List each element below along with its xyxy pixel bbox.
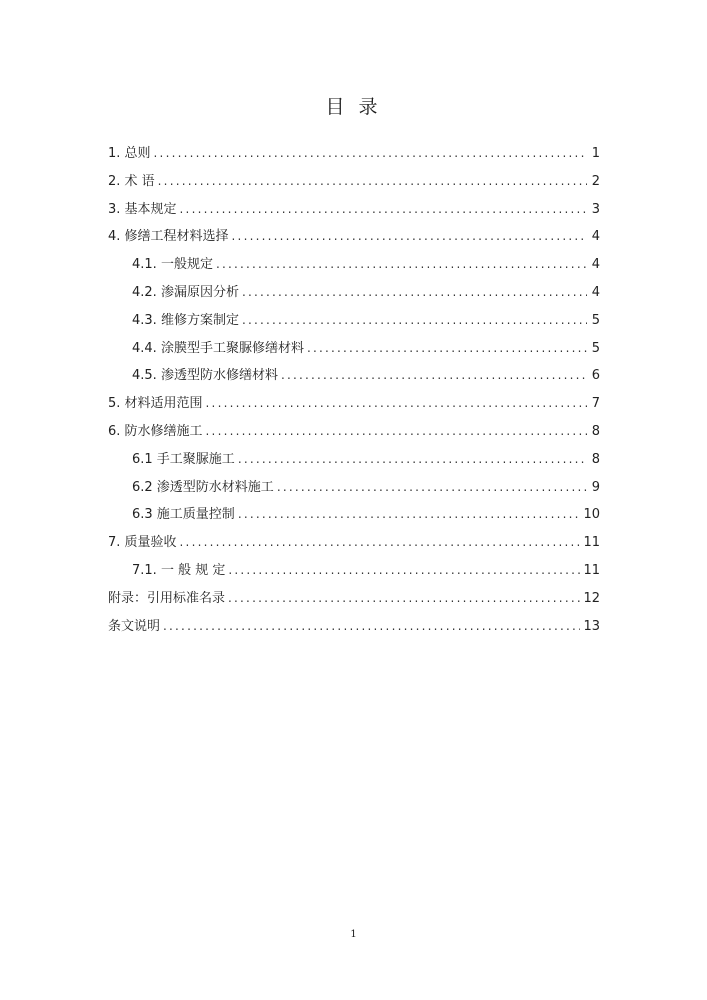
- toc-entry-page: 3: [591, 201, 600, 217]
- toc-dot-leader: [277, 480, 587, 494]
- toc-entry-label: 6. 防水修缮施工: [108, 423, 203, 439]
- toc-entry-page: 12: [583, 590, 600, 606]
- toc-dot-leader: [281, 368, 587, 382]
- toc-entry[interactable]: [108, 392, 600, 420]
- page-title: 目 录: [325, 96, 382, 118]
- toc-entry[interactable]: [108, 253, 600, 281]
- toc-entry-label: 7. 质量验收: [108, 535, 177, 551]
- toc-dot-leader: [232, 229, 587, 243]
- toc-dot-leader: [206, 396, 587, 410]
- toc-entry[interactable]: [108, 309, 600, 337]
- toc-entry-page: 11: [583, 562, 600, 578]
- toc-dot-leader: [180, 202, 587, 216]
- toc-entry[interactable]: [108, 281, 600, 309]
- toc-entry[interactable]: [108, 420, 600, 448]
- toc-entry-label: 4.1. 一般规定: [132, 257, 213, 273]
- toc-entry[interactable]: [108, 170, 600, 198]
- toc-dot-leader: [228, 563, 580, 577]
- toc-entry-page: 5: [591, 340, 600, 356]
- toc-entry-page: 5: [591, 312, 600, 328]
- toc-entry-label: 1. 总则: [108, 146, 151, 161]
- toc-entry-page: 11: [583, 535, 600, 551]
- page-number: 1: [350, 929, 357, 940]
- table-of-contents: [108, 142, 600, 642]
- toc-entry-page: 4: [591, 284, 600, 300]
- toc-entry-label: 4.2. 渗漏原因分析: [132, 284, 239, 300]
- toc-dot-leader: [158, 174, 587, 188]
- toc-entry-label: 6.3 施工质量控制: [132, 507, 235, 523]
- toc-dot-leader: [238, 452, 587, 466]
- toc-entry[interactable]: [108, 337, 600, 365]
- toc-entry[interactable]: [108, 587, 600, 615]
- toc-dot-leader: [206, 424, 587, 438]
- toc-entry[interactable]: [108, 503, 600, 531]
- toc-entry-page: 13: [583, 618, 600, 634]
- toc-entry-label: 附录：引用标准名录: [108, 590, 226, 606]
- toc-entry-label: 条文说明: [108, 618, 161, 634]
- toc-entry[interactable]: [108, 559, 600, 587]
- toc-dot-leader: [242, 285, 587, 299]
- toc-entry-page: 4: [591, 229, 600, 245]
- toc-entry-page: 6: [591, 368, 600, 384]
- toc-dot-leader: [307, 341, 587, 355]
- toc-dot-leader: [180, 535, 581, 549]
- toc-entry-label: 4. 修缮工程材料选择: [108, 229, 229, 245]
- toc-entry-label: 5. 材料适用范围: [108, 396, 203, 412]
- toc-entry-label: 4.5. 渗透型防水修缮材料: [132, 368, 278, 384]
- toc-entry-label: 3. 基本规定: [108, 201, 177, 217]
- toc-entry-label: 4.3. 维修方案制定: [132, 312, 239, 328]
- toc-entry-label: 2. 术 语: [108, 173, 155, 189]
- toc-dot-leader: [242, 313, 587, 327]
- toc-entry-page: 1: [591, 146, 600, 161]
- toc-entry-page: 2: [591, 173, 600, 189]
- toc-dot-leader: [228, 591, 580, 605]
- toc-entry[interactable]: [108, 448, 600, 476]
- toc-entry-label: 7.1. 一 般 规 定: [132, 562, 226, 578]
- toc-entry-page: 7: [591, 396, 600, 412]
- toc-dot-leader: [216, 257, 587, 271]
- toc-dot-leader: [163, 619, 580, 633]
- toc-entry[interactable]: [108, 364, 600, 392]
- toc-entry[interactable]: [108, 142, 600, 170]
- toc-entry[interactable]: [108, 198, 600, 226]
- toc-entry-page: 9: [591, 479, 600, 495]
- toc-dot-leader: [238, 507, 581, 521]
- toc-entry-label: 6.2 渗透型防水材料施工: [132, 479, 274, 495]
- toc-entry-label: 4.4. 涂膜型手工聚脲修缮材料: [132, 340, 304, 356]
- toc-entry-page: 8: [591, 451, 600, 467]
- toc-entry-page: 8: [591, 423, 600, 439]
- toc-entry[interactable]: [108, 225, 600, 253]
- toc-entry-page: 10: [583, 507, 600, 523]
- toc-entry-label: 6.1 手工聚脲施工: [132, 451, 235, 467]
- toc-dot-leader: [154, 146, 587, 160]
- toc-entry[interactable]: [108, 615, 600, 643]
- toc-entry[interactable]: [108, 531, 600, 559]
- toc-entry[interactable]: [108, 476, 600, 504]
- toc-entry-page: 4: [591, 257, 600, 273]
